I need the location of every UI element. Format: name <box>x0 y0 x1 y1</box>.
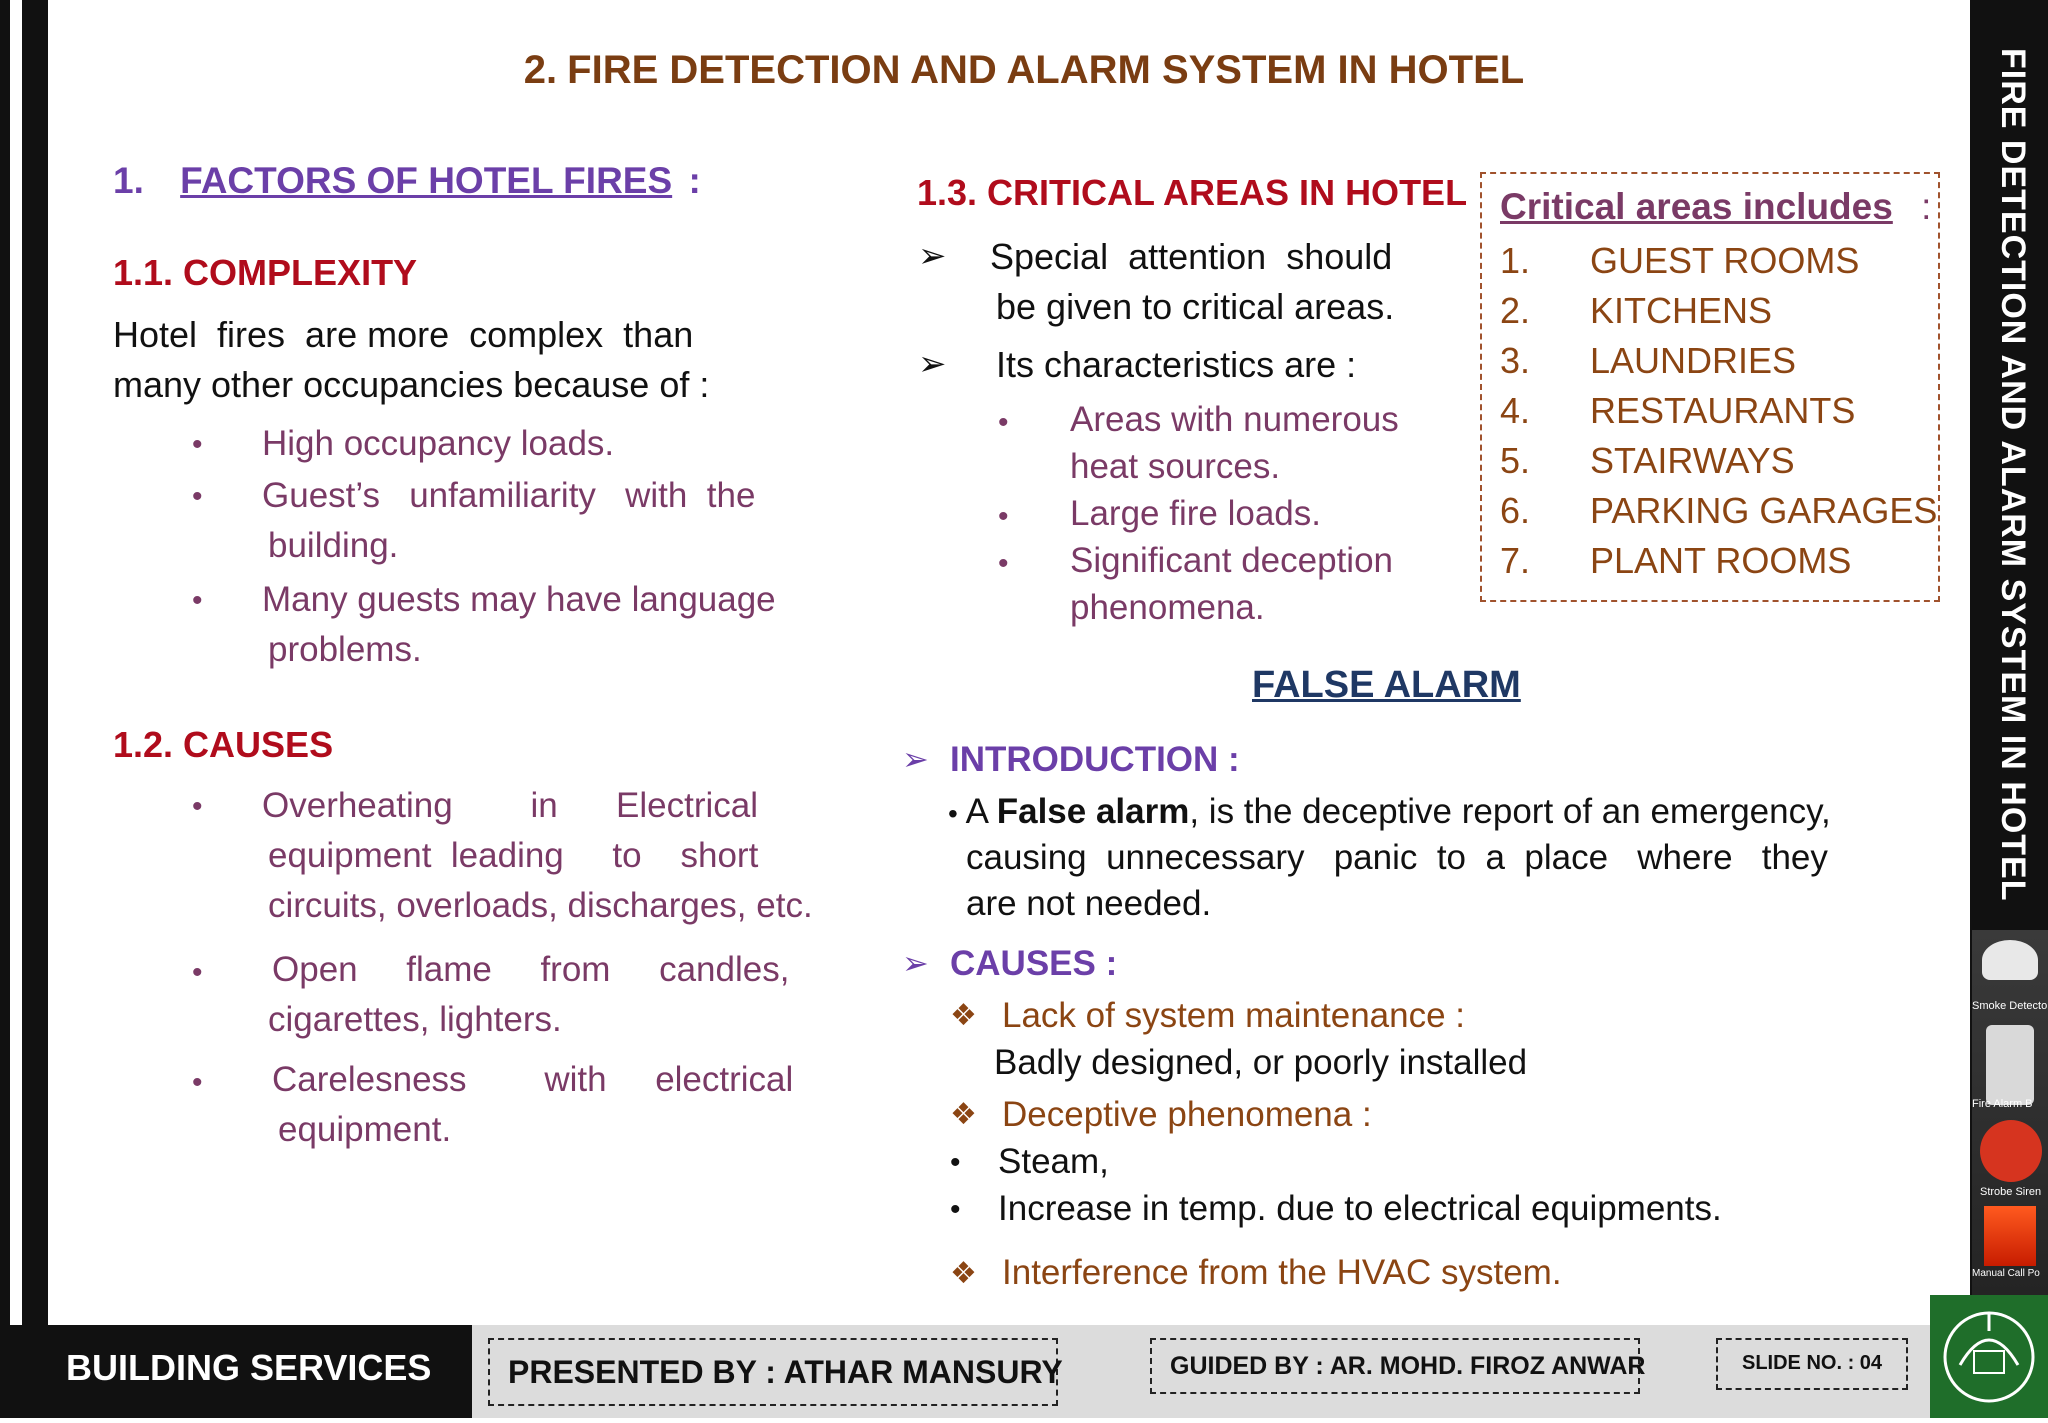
critical-point-1-line1: Special attention should <box>990 236 1393 277</box>
critical-item-label: KITCHENS <box>1590 290 1773 331</box>
critical-item-number: 3. <box>1500 340 1531 381</box>
complexity-bullet-2-line1: Guest’s unfamiliarity with the <box>262 476 756 515</box>
causes-bullet-3-line1: Carelesness with electrical <box>272 1060 794 1099</box>
introduction-label: INTRODUCTION : <box>950 740 1240 779</box>
bullet-icon: • <box>998 547 1009 580</box>
critical-item-label: LAUNDRIES <box>1590 340 1797 381</box>
slide-number-box <box>1716 1338 1908 1390</box>
complexity-bullet-3-line1: Many guests may have language <box>262 580 776 619</box>
critical-item-label: STAIRWAYS <box>1590 440 1795 481</box>
section-heading <box>113 160 701 202</box>
bullet-icon: • <box>192 584 203 617</box>
manual-call-point-icon <box>1984 1206 2036 1266</box>
bullet-icon: • <box>192 790 203 823</box>
smoke-detector-icon <box>1982 940 2038 980</box>
causes-bullet-1-line3: circuits, overloads, discharges, etc. <box>268 886 813 925</box>
characteristic-1-line1: Areas with numerous <box>1070 400 1399 439</box>
left-decor-bar-thick <box>22 0 48 1325</box>
section-number: 1. <box>113 160 144 201</box>
false-alarm-heading: FALSE ALARM <box>1252 664 1521 706</box>
critical-point-1-line2: be given to critical areas. <box>996 286 1395 327</box>
characteristic-3-line2: phenomena. <box>1070 588 1265 627</box>
footer-course-block <box>0 1325 472 1418</box>
cause-1-title: Lack of system maintenance : <box>1002 996 1465 1035</box>
complexity-heading: 1.1. COMPLEXITY <box>113 252 418 293</box>
causes-bullet-3-line2: equipment. <box>278 1110 452 1149</box>
definition-term: False alarm <box>996 792 1190 831</box>
critical-areas-box <box>1480 172 1940 602</box>
critical-areas-heading: 1.3. CRITICAL AREAS IN HOTEL <box>917 172 1468 213</box>
critical-item-number: 2. <box>1500 290 1531 331</box>
definition-prefix: A <box>965 792 997 831</box>
characteristic-1-line2: heat sources. <box>1070 447 1281 486</box>
critical-point-2: Its characteristics are : <box>996 344 1357 385</box>
arrow-bullet-icon: ➢ <box>902 945 929 981</box>
bullet-icon: • <box>192 480 203 513</box>
bullet-icon: • <box>950 1146 961 1179</box>
guided-by-box <box>1150 1338 1646 1394</box>
cause-1-desc: Badly designed, or poorly installed <box>994 1043 1528 1082</box>
presented-by: PRESENTED BY : ATHAR MANSURY <box>508 1354 1063 1390</box>
cause-2-title: Deceptive phenomena : <box>1002 1095 1372 1134</box>
critical-box-heading <box>1500 186 1931 228</box>
characteristic-2: Large fire loads. <box>1070 494 1321 533</box>
bullet-icon: • <box>998 406 1009 439</box>
critical-item-number: 7. <box>1500 540 1531 581</box>
image-caption: Fire Alarm B <box>1972 1098 2033 1110</box>
bullet-icon: • <box>192 428 203 461</box>
image-caption: Smoke Detecto <box>1972 1000 2048 1012</box>
fire-alarm-button-icon <box>1986 1025 2034 1105</box>
critical-item-label: PARKING GARAGES <box>1590 490 1938 531</box>
image-caption: Strobe Siren <box>1980 1186 2042 1198</box>
false-alarm-definition-line2: causing unnecessary panic to a place where they <box>966 838 1828 877</box>
presented-by-box <box>488 1338 1063 1406</box>
bullet-icon: • <box>950 1193 961 1226</box>
causes-bullet-1-line2: equipment leading to short <box>268 836 759 875</box>
critical-item-number: 4. <box>1500 390 1531 431</box>
slide-title-text: FIRE DETECTION AND ALARM SYSTEM IN HOTEL <box>567 48 1525 92</box>
slide-title-number: 2. <box>523 48 558 92</box>
image-caption: Manual Call Po <box>1972 1268 2040 1279</box>
critical-item-number: 5. <box>1500 440 1531 481</box>
complexity-bullet-2-line2: building. <box>268 526 399 565</box>
cause-2-bullet-2: Increase in temp. due to electrical equipments. <box>998 1189 1722 1228</box>
footer-course: BUILDING SERVICES <box>66 1347 432 1388</box>
arrow-bullet-icon: ➢ <box>918 237 947 275</box>
guided-by: GUIDED BY : AR. MOHD. FIROZ ANWAR <box>1170 1352 1646 1380</box>
slide-title <box>0 48 2048 93</box>
complexity-bullet-3-line2: problems. <box>268 630 422 669</box>
diamond-bullet-icon: ❖ <box>950 999 977 1032</box>
bullet-icon: • <box>948 798 966 829</box>
critical-box-colon: : <box>1921 186 1932 227</box>
definition-rest: , is the deceptive report of an emergency, <box>1189 792 1831 831</box>
arrow-bullet-icon: ➢ <box>918 345 947 383</box>
characteristic-3-line1: Significant deception <box>1070 541 1393 580</box>
false-alarm-definition-line1 <box>948 792 1831 832</box>
critical-box-heading-text: Critical areas includes <box>1500 186 1893 227</box>
vertical-title: FIRE DETECTION AND ALARM SYSTEM IN HOTEL <box>1994 48 2032 902</box>
causes-heading: 1.2. CAUSES <box>113 724 334 765</box>
section-title: FACTORS OF HOTEL FIRES <box>180 160 673 201</box>
logo-emblem-icon <box>1930 1295 2048 1418</box>
bullet-icon: • <box>192 956 203 989</box>
complexity-intro-line1: Hotel fires are more complex than <box>113 314 694 355</box>
critical-item-number: 6. <box>1500 490 1531 531</box>
slide-number: SLIDE NO. : 04 <box>1742 1352 1883 1374</box>
causes-bullet-2-line1: Open flame from candles, <box>272 950 790 989</box>
bullet-icon: • <box>192 1066 203 1099</box>
university-logo <box>1930 1295 2048 1418</box>
bullet-icon: • <box>998 500 1009 533</box>
critical-item-label: GUEST ROOMS <box>1590 240 1860 281</box>
strobe-siren-icon <box>1980 1120 2042 1182</box>
critical-item-label: PLANT ROOMS <box>1590 540 1852 581</box>
critical-item-label: RESTAURANTS <box>1590 390 1856 431</box>
diamond-bullet-icon: ❖ <box>950 1257 977 1290</box>
complexity-intro-line2: many other occupancies because of : <box>113 364 710 405</box>
diamond-bullet-icon: ❖ <box>950 1098 977 1131</box>
causes-bullet-2-line2: cigarettes, lighters. <box>268 1000 562 1039</box>
causes-label: CAUSES : <box>950 944 1118 983</box>
device-images-strip <box>1972 930 2048 1330</box>
critical-item-number: 1. <box>1500 240 1531 281</box>
section-colon: : <box>688 160 701 201</box>
false-alarm-definition-line3: are not needed. <box>966 884 1212 923</box>
left-decor-bar <box>0 0 10 1325</box>
complexity-bullet-1: High occupancy loads. <box>262 424 615 463</box>
cause-2-bullet-1: Steam, <box>998 1142 1109 1181</box>
arrow-bullet-icon: ➢ <box>902 741 929 777</box>
causes-bullet-1-line1: Overheating in Electrical <box>262 786 759 825</box>
cause-3-title: Interference from the HVAC system. <box>1002 1253 1562 1292</box>
